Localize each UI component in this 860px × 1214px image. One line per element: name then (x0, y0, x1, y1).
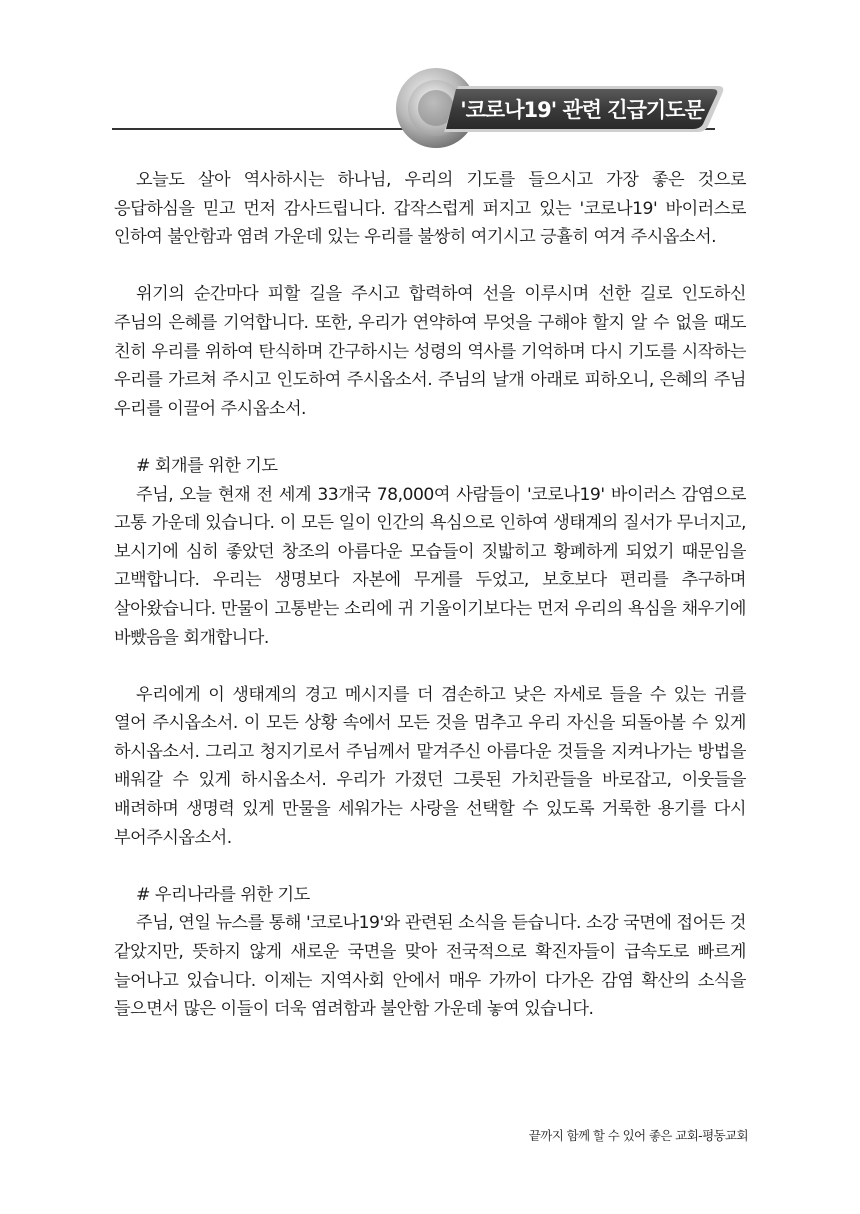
section-heading-repentance: # 회개를 위한 기도 (136, 455, 278, 476)
section-heading-nation: # 우리나라를 위한 기도 (136, 884, 310, 905)
prayer-body (114, 166, 746, 1024)
paragraph-spacer (114, 252, 746, 281)
footer-church-name: 끝까지 함께 할 수 있어 좋은 교회-평동교회 (528, 1128, 748, 1143)
page-title: '코로나19' 관련 긴급기도문 (460, 98, 704, 122)
page-header (0, 0, 860, 150)
paragraph-spacer (114, 652, 746, 681)
paragraph-spacer (114, 852, 746, 881)
paragraph-repentance: 주님, 오늘 현재 전 세계 33개국 78,000여 사람들이 '코로나19' 바이러스 감염으로 고통 가운데 있습니다. 이 모든 일이 인간의 욕심으로 인하여 생태계의 질서가 무너지고, 보시기에 심히 좋았던 창조의 아름다운 모습들이 짓밟히고 황폐하게 되었기 때문임을 고백합니다. 우리는 생명보다 자본에 무게를 두었고, 보호보다 편리를 추구하며 살아왔습니다. 만물이 고통받는 소리에 귀 기울이기보다는 먼저 우리의 욕심을 채우기에 바빴음을 회개합니다. (114, 484, 746, 648)
paragraph-ecology: 우리에게 이 생태계의 경고 메시지를 더 겸손하고 낮은 자세로 들을 수 있는 귀를 열어 주시옵소서. 이 모든 상황 속에서 모든 것을 멈추고 우리 자신을 되돌아볼 수 있게 하시옵소서. 그리고 청지기로서 주님께서 맡겨주신 아름다운 것들을 지켜나가는 방법을 배워갈 수 있게 하시옵소서. 우리가 가졌던 그릇된 가치관들을 바로잡고, 이웃들을 배려하며 생명력 있게 만물을 세워가는 사랑을 선택할 수 있도록 거룩한 용기를 다시 부어주시옵소서. (114, 684, 746, 848)
header-decoration (0, 0, 860, 150)
paragraph-spacer (114, 423, 746, 452)
paragraph-grace: 위기의 순간마다 피할 길을 주시고 합력하여 선을 이루시며 선한 길로 인도하신 주님의 은혜를 기억합니다. 또한, 우리가 연약하여 무엇을 구해야 할지 알 수 없을 때도 친히 우리를 위하여 탄식하며 간구하시는 성령의 역사를 기억하며 다시 기도를 시작하는 우리를 가르쳐 주시고 인도하여 주시옵소서. 주님의 날개 아래로 피하오니, 은혜의 주님 우리를 이끌어 주시옵소서. (114, 284, 746, 419)
paragraph-nation: 주님, 연일 뉴스를 통해 '코로나19'와 관련된 소식을 듣습니다. 소강 국면에 접어든 것 같았지만, 뜻하지 않게 새로운 국면을 맞아 전국적으로 확진자들이 급속도로 빠르게 늘어나고 있습니다. 이제는 지역사회 안에서 매우 가까이 다가온 감염 확산의 소식을 들으면서 많은 이들이 더욱 염려함과 불안함 가운데 놓여 있습니다. (114, 913, 746, 1020)
paragraph-intro: 오늘도 살아 역사하시는 하나님, 우리의 기도를 들으시고 가장 좋은 것으로 응답하심을 믿고 먼저 감사드립니다. 갑작스럽게 퍼지고 있는 '코로나19' 바이러스로 인하여 불안함과 염려 가운데 있는 우리를 불쌍히 여기시고 긍휼히 여겨 주시옵소서. (114, 170, 746, 248)
